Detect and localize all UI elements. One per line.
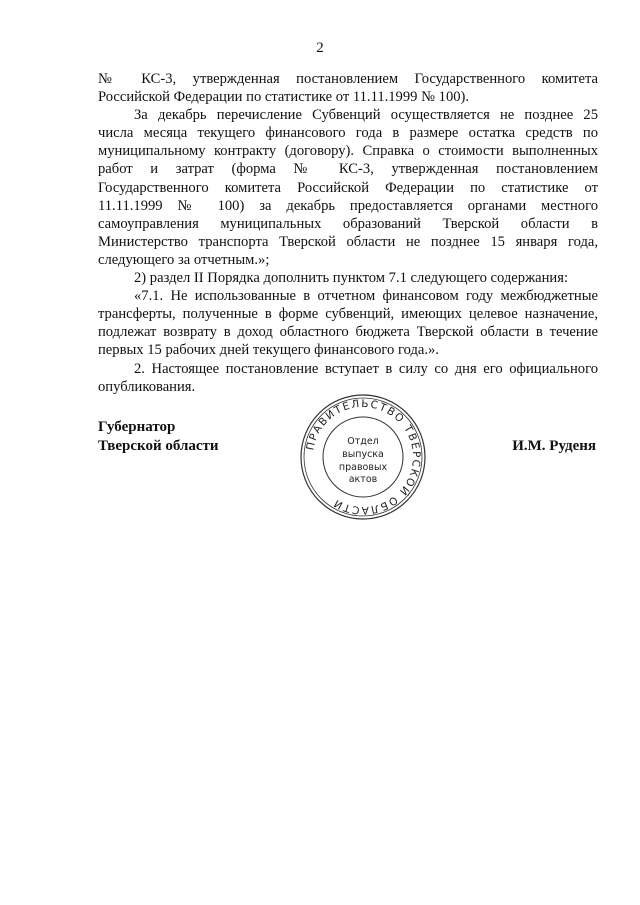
official-stamp bbox=[298, 392, 428, 522]
text-line: опубликования. bbox=[98, 378, 196, 395]
text-line: первых 15 рабочих дней текущего финансового года.». bbox=[98, 342, 439, 359]
text-line: 2. Настоящее постановление вступает в силу со дня его официального bbox=[134, 360, 598, 377]
text-line: Министерство транспорта Тверской области не позднее 15 января года, bbox=[98, 233, 598, 250]
text-line: подлежат возврату в доход областного бюджета Тверской области в течение bbox=[98, 324, 598, 341]
stamp-center-text: правовых bbox=[338, 462, 388, 473]
signatory-title-line: Губернатор bbox=[98, 419, 176, 435]
text-line: Российской Федерации по статистике от 11.11.1999 № 100). bbox=[98, 89, 470, 106]
text-line: Государственного комитета Российской Федерации по статистике от bbox=[98, 179, 598, 196]
text-line: работ и затрат (форма № КС-3, утвержденная постановлением bbox=[98, 161, 598, 178]
stamp-center-text: Отдел bbox=[347, 436, 379, 447]
text-line: 2) раздел II Порядка дополнить пунктом 7.1 следующего содержания: bbox=[134, 270, 569, 287]
signatory-title-line: Тверской области bbox=[98, 438, 219, 454]
signatory-title bbox=[98, 418, 219, 456]
text-line: трансферты, полученные в форме субвенций, имеющих целевое назначение, bbox=[98, 306, 598, 323]
text-line: «7.1. Не использованные в отчетном финансовом году межбюджетные bbox=[134, 288, 598, 305]
text-line: № КС-3, утвержденная постановлением Государственного комитета bbox=[98, 71, 598, 87]
text-line: числа месяца текущего финансового года в размере остатка средств по bbox=[98, 125, 598, 142]
text-line: самоуправления муниципальных образований Тверской области в bbox=[98, 215, 598, 232]
text-line: следующего за отчетным.»; bbox=[98, 251, 270, 268]
text-line: 11.11.1999 № 100) за декабрь предоставляется органами местного bbox=[98, 197, 598, 214]
text-line: муниципальному контракту (договору). Справка о стоимости выполненных bbox=[98, 143, 598, 160]
signatory-name: И.М. Руденя bbox=[512, 438, 596, 454]
stamp-ring-text: ПРАВИТЕЛЬСТВО ТВЕРСКОЙ ОБЛАСТИ bbox=[304, 397, 423, 517]
document-body bbox=[98, 70, 598, 396]
page-number: 2 bbox=[316, 40, 324, 56]
text-line: За декабрь перечисление Субвенций осуществляется не позднее 25 bbox=[134, 107, 598, 124]
stamp-center-text: актов bbox=[348, 474, 378, 485]
stamp-center-text: выпуска bbox=[342, 449, 384, 460]
